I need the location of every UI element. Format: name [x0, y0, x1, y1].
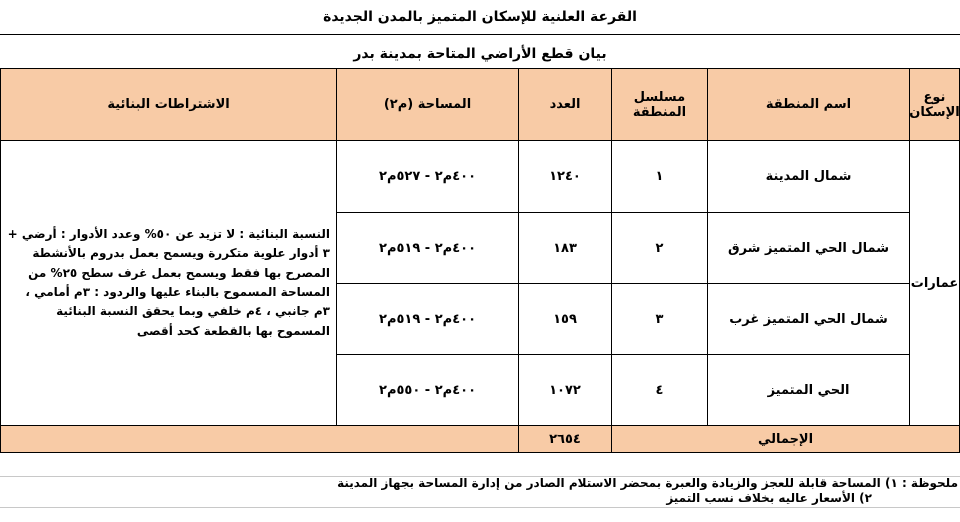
- count-cell: ١٠٧٢: [519, 355, 612, 426]
- total-value: ٢٦٥٤: [519, 426, 612, 452]
- zone-cell: شمال الحي المتميز شرق: [708, 213, 910, 284]
- count-cell: ١٨٣: [519, 213, 612, 284]
- note-line-1: ملحوظة : ١) المساحة قابلة للعجز والزيادة والعبرة بمحضر الاستلام الصادر من إدارة المساحة بجهاز المدينة: [337, 476, 958, 490]
- area-cell: ٤٠٠م٢ - ٥١٩م٢: [337, 284, 519, 355]
- table-row: [337, 141, 910, 213]
- header-zone-name: اسم المنطقة: [708, 69, 910, 140]
- zone-cell: شمال المدينة: [708, 141, 910, 213]
- serial-cell: ٤: [612, 355, 708, 426]
- total-row: [0, 426, 960, 453]
- count-cell: ١٥٩: [519, 284, 612, 355]
- header-zone-serial: مسلسل المنطقة: [612, 69, 708, 140]
- zone-cell: شمال الحي المتميز غرب: [708, 284, 910, 355]
- header-housing-type: نوع الإسكان: [910, 69, 960, 140]
- total-label: الإجمالي: [612, 426, 960, 452]
- serial-cell: ١: [612, 141, 708, 213]
- count-cell: ١٢٤٠: [519, 141, 612, 213]
- header-conditions: الاشتراطات البنائية: [0, 69, 337, 140]
- table-header: [0, 69, 960, 141]
- sheet-title: القرعة العلنية للإسكان المتميز بالمدن الجديدة: [0, 0, 960, 35]
- zone-cell: الحي المتميز: [708, 355, 910, 426]
- note-line-2: ٢) الأسعار عاليه بخلاف نسب التميز: [666, 491, 872, 505]
- table-row: [337, 284, 910, 355]
- header-count: العدد: [519, 69, 612, 140]
- grid-line: [0, 507, 960, 508]
- serial-cell: ٣: [612, 284, 708, 355]
- serial-cell: ٢: [612, 213, 708, 284]
- area-cell: ٤٠٠م٢ - ٥١٩م٢: [337, 213, 519, 284]
- area-cell: ٤٠٠م٢ - ٥٢٧م٢: [337, 141, 519, 213]
- table-row: [337, 213, 910, 284]
- housing-type-cell: عمارات: [910, 141, 960, 426]
- table-row: [337, 355, 910, 426]
- total-empty-cell: [0, 426, 519, 452]
- header-area: المساحة (م٢): [337, 69, 519, 140]
- conditions-cell: النسبة البنائية : لا تزيد عن ٥٠% وعدد الأدوار : أرضي + ٣ أدوار علوية متكررة ويسمح بعمل بدروم بالأنشطة المصرح بها فقط ويسمح بعمل غرف سطح ٢٥% من المساحة المسموح بالبناء عليها والردود : ٣م أمامي ، ٣م جانبي ، ٤م خلفي وبما يحقق النسبة البنائية المسموح بها بالقطعة كحد أقصى: [0, 141, 337, 426]
- sheet-subtitle: بيان قطع الأراضي المتاحة بمدينة بدر: [0, 35, 960, 69]
- area-cell: ٤٠٠م٢ - ٥٥٠م٢: [337, 355, 519, 426]
